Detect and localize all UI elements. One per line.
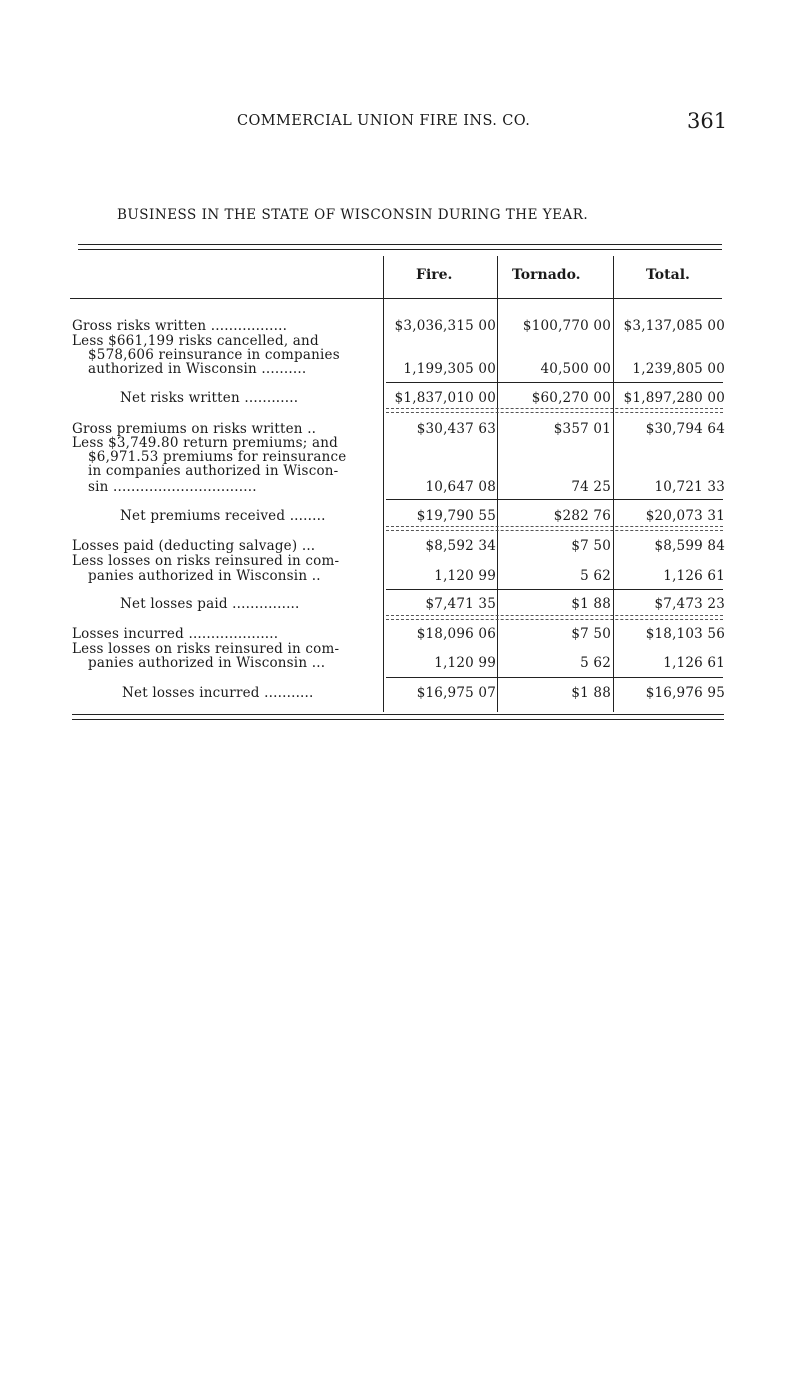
row-label: authorized in Wisconsin .......... <box>88 361 307 377</box>
row-label: Losses paid (deducting salvage) ... <box>72 538 316 554</box>
cell-total: 1,239,805 00 <box>632 361 725 377</box>
cell-tornado: $7 50 <box>571 626 611 642</box>
sum-rule <box>386 499 723 500</box>
cell-total: 1,126 61 <box>663 655 725 671</box>
cell-fire: $18,096 06 <box>416 626 496 642</box>
row-label: Net risks written ............ <box>120 390 299 406</box>
cell-fire: $1,837,010 00 <box>394 390 496 406</box>
double-rule <box>386 530 723 531</box>
double-rule <box>386 615 723 616</box>
column-heading-fire: Fire. <box>416 267 453 283</box>
cell-tornado: 74 25 <box>571 479 611 495</box>
cell-tornado: $1 88 <box>571 596 611 612</box>
row-label: Less $661,199 risks cancelled, and <box>72 333 319 349</box>
row-label: Less $3,749.80 return premiums; and <box>72 435 338 451</box>
cell-tornado: 5 62 <box>580 568 611 584</box>
cell-tornado: $282 76 <box>553 508 611 524</box>
double-rule <box>386 619 723 620</box>
header-rule <box>70 298 722 299</box>
cell-tornado: $100,770 00 <box>522 318 611 334</box>
double-rule <box>386 526 723 527</box>
table-top-rule <box>78 244 722 245</box>
row-label: Gross premiums on risks written .. <box>72 421 317 437</box>
cell-fire: $30,437 63 <box>416 421 496 437</box>
cell-fire: 10,647 08 <box>425 479 496 495</box>
section-title: BUSINESS IN THE STATE OF WISCONSIN DURING THE YEAR. <box>117 207 589 223</box>
cell-total: $30,794 64 <box>645 421 725 437</box>
row-label: $578,606 reinsurance in companies <box>88 347 340 363</box>
cell-tornado: 40,500 00 <box>540 361 611 377</box>
column-heading-total: Total. <box>646 267 690 283</box>
table-bottom-rule-2 <box>72 719 724 720</box>
cell-total: $8,599 84 <box>654 538 725 554</box>
cell-total: 10,721 33 <box>654 479 725 495</box>
cell-tornado: $7 50 <box>571 538 611 554</box>
row-label: Less losses on risks reinsured in com- <box>72 641 340 657</box>
cell-fire: $8,592 34 <box>425 538 496 554</box>
cell-tornado: $357 01 <box>553 421 611 437</box>
row-label: in companies authorized in Wiscon- <box>88 463 339 479</box>
cell-total: $18,103 56 <box>645 626 725 642</box>
running-head: COMMERCIAL UNION FIRE INS. CO. <box>237 113 531 129</box>
cell-total: $3,137,085 00 <box>623 318 725 334</box>
row-label: Net losses paid ............... <box>120 596 300 612</box>
cell-fire: $19,790 55 <box>416 508 496 524</box>
cell-fire: $3,036,315 00 <box>394 318 496 334</box>
column-heading-tornado: Tornado. <box>512 267 581 283</box>
cell-total: $16,976 95 <box>645 685 725 701</box>
cell-total: $1,897,280 00 <box>623 390 725 406</box>
row-label: sin ................................ <box>88 479 257 495</box>
column-divider <box>613 256 614 712</box>
double-rule <box>386 412 723 413</box>
cell-fire: 1,120 99 <box>434 655 496 671</box>
column-divider <box>497 256 498 712</box>
row-label: panies authorized in Wisconsin .. <box>88 568 321 584</box>
cell-fire: 1,120 99 <box>434 568 496 584</box>
column-divider <box>383 256 384 712</box>
row-label: Net premiums received ........ <box>120 508 326 524</box>
row-label: $6,971.53 premiums for reinsurance <box>88 449 347 465</box>
row-label: Net losses incurred ........... <box>122 685 314 701</box>
sum-rule <box>386 677 723 678</box>
cell-total: 1,126 61 <box>663 568 725 584</box>
cell-fire: $7,471 35 <box>425 596 496 612</box>
cell-total: $20,073 31 <box>645 508 725 524</box>
sum-rule <box>386 589 723 590</box>
row-label: Less losses on risks reinsured in com- <box>72 553 340 569</box>
cell-tornado: $60,270 00 <box>531 390 611 406</box>
row-label: panies authorized in Wisconsin ... <box>88 655 326 671</box>
table-bottom-rule <box>72 714 724 715</box>
sum-rule <box>386 382 723 383</box>
table-top-rule-2 <box>78 249 722 250</box>
row-label: Losses incurred .................... <box>72 626 279 642</box>
cell-tornado: 5 62 <box>580 655 611 671</box>
cell-tornado: $1 88 <box>571 685 611 701</box>
cell-fire: $16,975 07 <box>416 685 496 701</box>
cell-fire: 1,199,305 00 <box>403 361 496 377</box>
row-label: Gross risks written ................. <box>72 318 288 334</box>
double-rule <box>386 408 723 409</box>
page-number: 361 <box>687 109 728 133</box>
cell-total: $7,473 23 <box>654 596 725 612</box>
